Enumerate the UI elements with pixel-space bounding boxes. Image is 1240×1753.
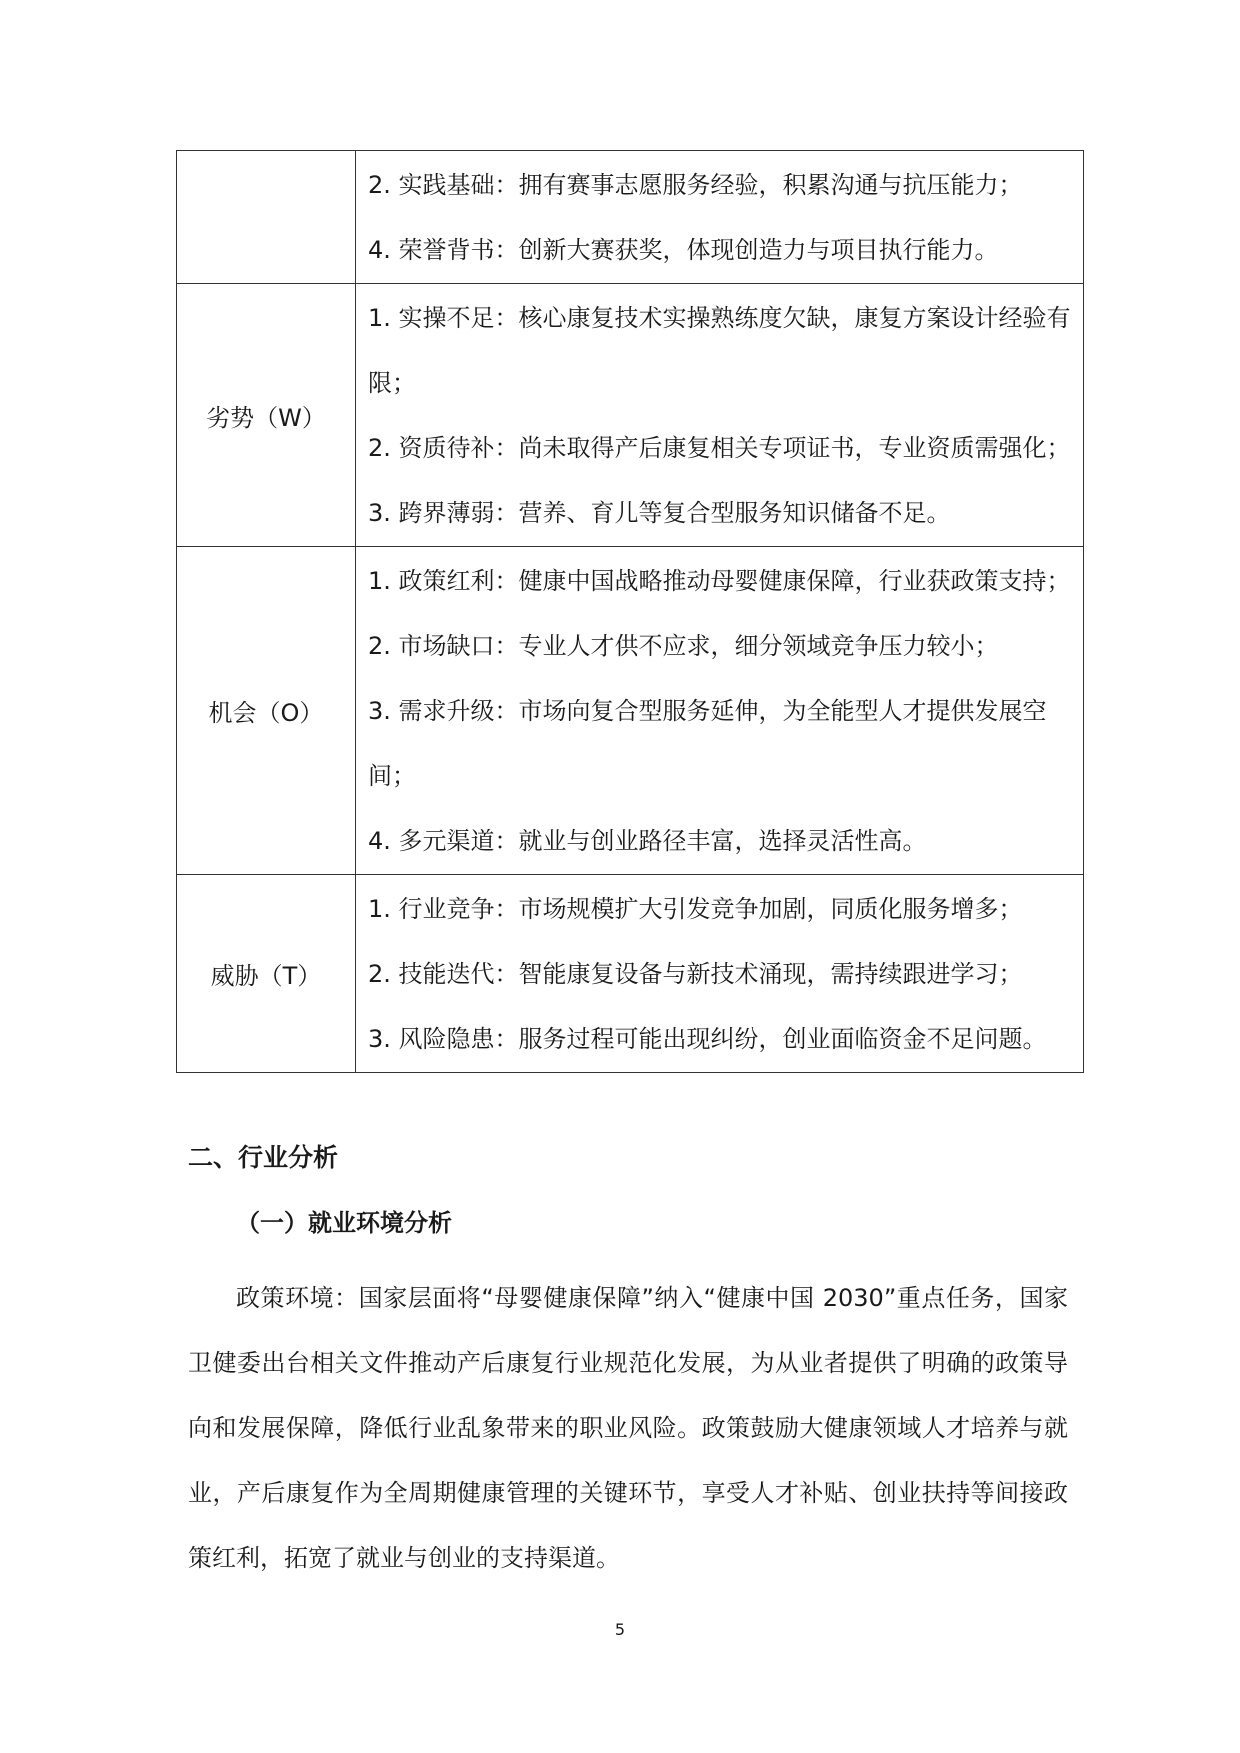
swot-content-threats — [356, 875, 1084, 1073]
swot-item: 4. 多元渠道：就业与创业路径丰富，选择灵活性高。 — [368, 827, 927, 855]
swot-label-opportunities: 机会（O） — [177, 547, 356, 875]
swot-row-opportunities — [177, 547, 1084, 875]
body-paragraph: 政策环境：国家层面将“母婴健康保障”纳入“健康中国 2030”重点任务，国家卫健委出台相关文件推动产后康复行业规范化发展，为从业者提供了明确的政策导向和发展保障，降低行业乱象带来的职业风险。政策鼓励大健康领域人才培养与就业，产后康复作为全周期健康管理的关键环节，享受人才补贴、创业扶持等间接政策红利，拓宽了就业与创业的支持渠道。 — [188, 1284, 1068, 1572]
swot-content-opportunities — [356, 547, 1084, 875]
swot-label-weaknesses: 劣势（W） — [177, 284, 356, 547]
swot-item: 4. 荣誉背书：创新大赛获奖，体现创造力与项目执行能力。 — [368, 236, 999, 264]
swot-item: 2. 实践基础：拥有赛事志愿服务经验，积累沟通与抗压能力； — [368, 171, 1023, 199]
swot-item: 1. 政策红利：健康中国战略推动母婴健康保障，行业获政策支持； — [368, 567, 1071, 595]
swot-row-weaknesses — [177, 284, 1084, 547]
swot-item: 3. 跨界薄弱：营养、育儿等复合型服务知识储备不足。 — [368, 499, 951, 527]
swot-item: 1. 行业竞争：市场规模扩大引发竞争加剧，同质化服务增多； — [368, 895, 1023, 923]
swot-item: 2. 资质待补：尚未取得产后康复相关专项证书，专业资质需强化； — [368, 434, 1071, 462]
swot-content-strengths-continued — [356, 151, 1084, 284]
swot-item: 2. 技能迭代：智能康复设备与新技术涌现，需持续跟进学习； — [368, 960, 1023, 988]
section-heading: 二、行业分析 — [188, 1143, 339, 1172]
swot-item: 3. 需求升级：市场向复合型服务延伸，为全能型人才提供发展空间； — [368, 697, 1047, 790]
swot-item: 3. 风险隐患：服务过程可能出现纠纷，创业面临资金不足问题。 — [368, 1025, 1047, 1053]
swot-row-threats — [177, 875, 1084, 1073]
swot-label-threats: 威胁（T） — [177, 875, 356, 1073]
subsection-heading: （一）就业环境分析 — [236, 1209, 452, 1237]
page-number: 5 — [614, 1620, 626, 1639]
swot-item: 2. 市场缺口：专业人才供不应求，细分领域竞争压力较小； — [368, 632, 999, 660]
swot-item: 1. 实操不足：核心康复技术实操熟练度欠缺，康复方案设计经验有限； — [368, 304, 1071, 397]
swot-row-strengths-continued — [177, 151, 1084, 284]
swot-label-strengths-continued — [177, 151, 356, 284]
swot-content-weaknesses — [356, 284, 1084, 547]
swot-table — [176, 150, 1084, 1073]
